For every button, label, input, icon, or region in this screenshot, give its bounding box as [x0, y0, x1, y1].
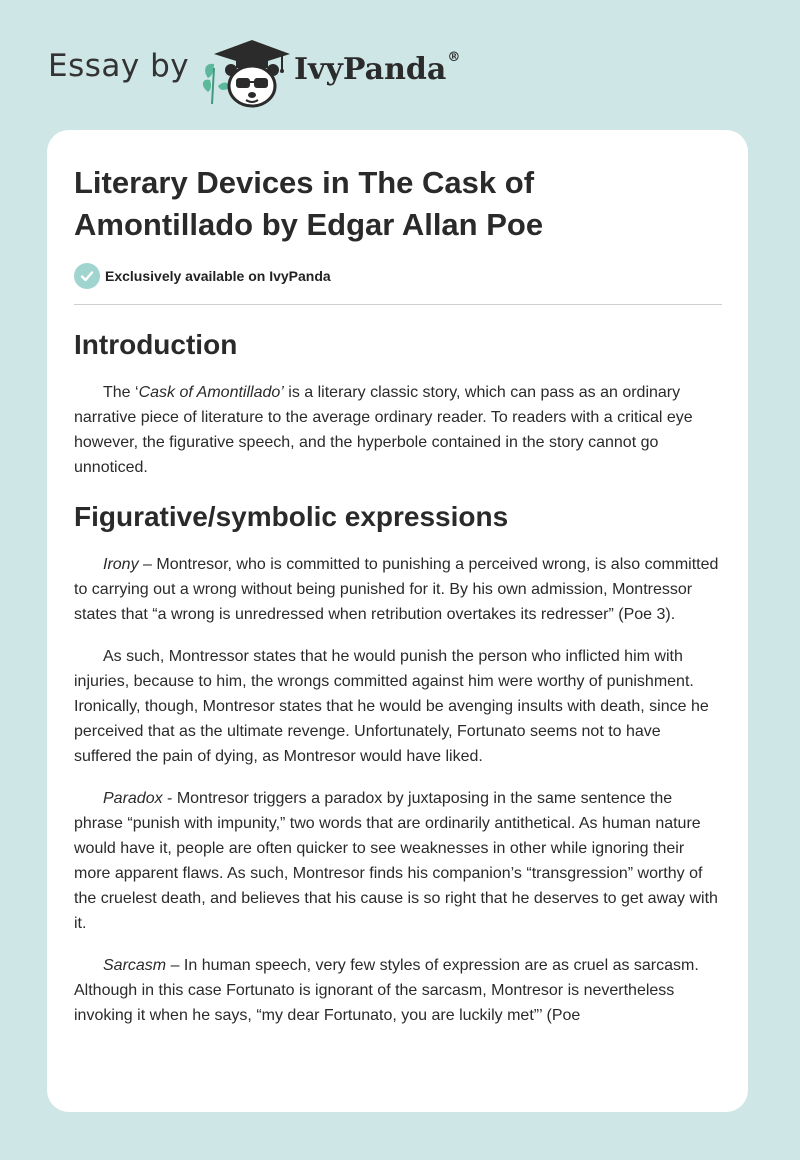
panda-graduate-icon[interactable] [200, 34, 292, 110]
registered-mark: ® [447, 50, 461, 65]
essay-by-label: Essay by [48, 48, 190, 84]
site-header [0, 0, 800, 130]
paragraph-introduction [74, 380, 722, 480]
paragraph-revenge: As such, Montressor states that he would punish the person who inflicted him with injuries, because to him, the wrongs committed against him were worthy of punishment. Ironically, though, Montresor states that he would be avenging insults with death, since he perceived that as the ultimate revenge. Unfortunately, Fortunato seems not to have suffered the pain of dying, as Montresor would have liked. [74, 648, 709, 765]
paragraph-text: is a literary classic story, which can pass as an ordinary narrative piece of literature to the average ordinary reader. To readers with a critical eye however, the figurative speech, and the hyperbole contained in the story cannot go unnoticed. [74, 384, 693, 476]
paragraph-irony [74, 552, 722, 627]
divider [74, 304, 722, 305]
paragraph-text: - Montresor triggers a paradox by juxtaposing in the same sentence the phrase “punish with impunity,” two words that are ordinarily antithetical. As human nature would have it, people are often quicker to see weaknesses in other while ignoring their more apparent flaws. As such, Montresor finds his companion’s “transgression” worthy of the cruelest death, and believes that his cause is so right that he deserves to get away with it. [74, 790, 718, 932]
exclusive-badge [74, 261, 722, 291]
paragraph-paradox [74, 786, 722, 936]
check-circle-icon [74, 263, 100, 289]
paragraph-text: – In human speech, very few styles of expression are as cruel as sarcasm. Although in this case Fortunato is ignorant of the sarcasm, Montresor is nevertheless invoking it when he says, “my dear Fortunato, you are luckily met”’ (Poe [74, 957, 699, 1024]
term-irony: Irony [103, 556, 139, 573]
exclusive-label: Exclusively available on IvyPanda [105, 268, 331, 284]
paragraph-text: – Montresor, who is committed to punishing a perceived wrong, is also committed to carrying out a wrong without being punished for it. By his own admission, Montressor states that “a wrong is unredressed when retribution overtakes its redresser” (Poe 3). [74, 556, 719, 623]
article-title: Literary Devices in The Cask of Amontillado by Edgar Allan Poe [74, 165, 544, 242]
brand-label: IvyPanda [294, 52, 447, 87]
work-title: Cask of Amontillado’ [138, 384, 284, 401]
section-heading-figurative: Figurative/symbolic expressions [74, 501, 509, 532]
brand-name[interactable] [294, 52, 460, 87]
term-paradox: Paradox [103, 790, 163, 807]
paragraph-sarcasm [74, 953, 722, 1028]
paragraph-lead: The ‘ [103, 384, 139, 401]
leaf-icon [203, 64, 228, 104]
section-heading-introduction: Introduction [74, 329, 238, 360]
article-card [47, 130, 748, 1112]
term-sarcasm: Sarcasm [103, 957, 167, 974]
